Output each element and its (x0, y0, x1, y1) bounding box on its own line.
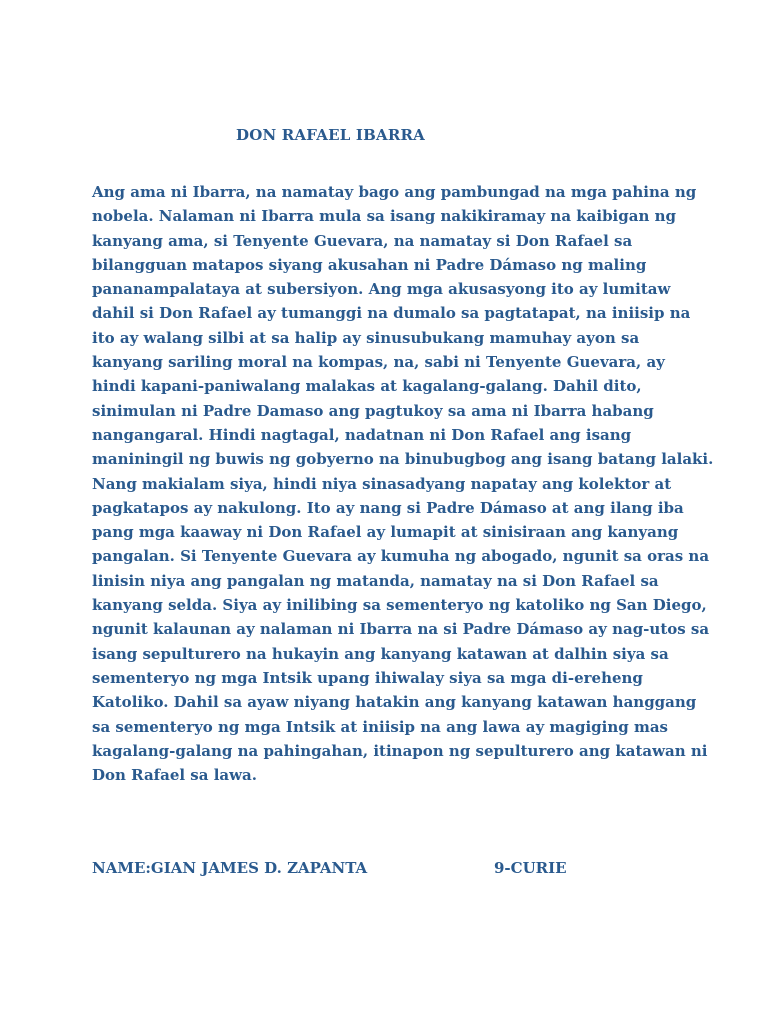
paragraph-line: linisin niya ang pangalan ng matanda, namatay na si Don Rafael sa (92, 571, 659, 590)
class-section: 9-CURIE (494, 859, 567, 877)
paragraph-line: Don Rafael sa lawa. (92, 766, 257, 785)
paragraph-line: ito ay walang silbi at sa halip ay sinusubukang mamuhay ayon sa (92, 328, 640, 347)
paragraph-line: kanyang sariling moral na kompas, na, sabi ni Tenyente Guevara, ay (92, 353, 665, 372)
paragraph-line: pangalan. Si Tenyente Guevara ay kumuha ng abogado, ngunit sa oras na (92, 547, 710, 566)
paragraph-line: pang mga kaaway ni Don Rafael ay lumapit at sinisiraan ang kanyang (92, 523, 679, 542)
paragraph-line: hindi kapani-paniwalang malakas at kagalang-galang. Dahil dito, (92, 377, 642, 396)
body-paragraph (92, 180, 714, 787)
paragraph-line: maniningil ng buwis ng gobyerno na binubugbog ang isang batang lalaki. (92, 450, 714, 469)
paragraph-line: Katoliko. Dahil sa ayaw niyang hatakin ang kanyang katawan hanggang (92, 693, 697, 712)
student-name: NAME:GIAN JAMES D. ZAPANTA (92, 859, 368, 877)
paragraph-line: ngunit kalaunan ay nalaman ni Ibarra na si Padre Dámaso ay nag-utos sa (92, 620, 710, 639)
paragraph-line: Ang ama ni Ibarra, na namatay bago ang pambungad na mga pahina ng (92, 183, 697, 201)
paragraph-line: pagkatapos ay nakulong. Ito ay nang si Padre Dámaso at ang ilang iba (92, 498, 684, 517)
paragraph-line: kagalang-galang na pahingahan, itinapon ng sepulturero ang katawan ni (92, 741, 708, 760)
paragraph-line: sinimulan ni Padre Damaso ang pagtukoy sa ama ni Ibarra habang (92, 401, 654, 420)
paragraph-line: dahil si Don Rafael ay tumanggi na dumalo sa pagtatapat, na iniisip na (92, 304, 691, 323)
paragraph-line: kanyang selda. Siya ay inilibing sa sementeryo ng katoliko ng San Diego, (92, 596, 707, 615)
paragraph-line: kanyang ama, si Tenyente Guevara, na namatay si Don Rafael sa (92, 231, 633, 250)
paragraph-line: nobela. Nalaman ni Ibarra mula sa isang nakikiramay na kaibigan ng (92, 207, 676, 226)
paragraph-line: sa sementeryo ng mga Intsik at iniisip na ang lawa ay magiging mas (92, 717, 668, 736)
paragraph-line: nangangaral. Hindi nagtagal, nadatnan ni Don Rafael ang isang (92, 425, 632, 444)
paragraph-line: isang sepulturero na hukayin ang kanyang katawan at dalhin siya sa (92, 644, 669, 663)
paragraph-line: Nang makialam siya, hindi niya sinasadyang napatay ang kolektor at (92, 474, 672, 493)
document-title: DON RAFAEL IBARRA (236, 126, 426, 144)
paragraph-line: pananampalataya at subersiyon. Ang mga akusasyong ito ay lumitaw (92, 280, 671, 299)
paragraph-line: sementeryo ng mga Intsik upang ihiwalay siya sa mga di-ereheng (92, 668, 643, 687)
paragraph-line: bilangguan matapos siyang akusahan ni Padre Dámaso ng maling (92, 255, 647, 274)
